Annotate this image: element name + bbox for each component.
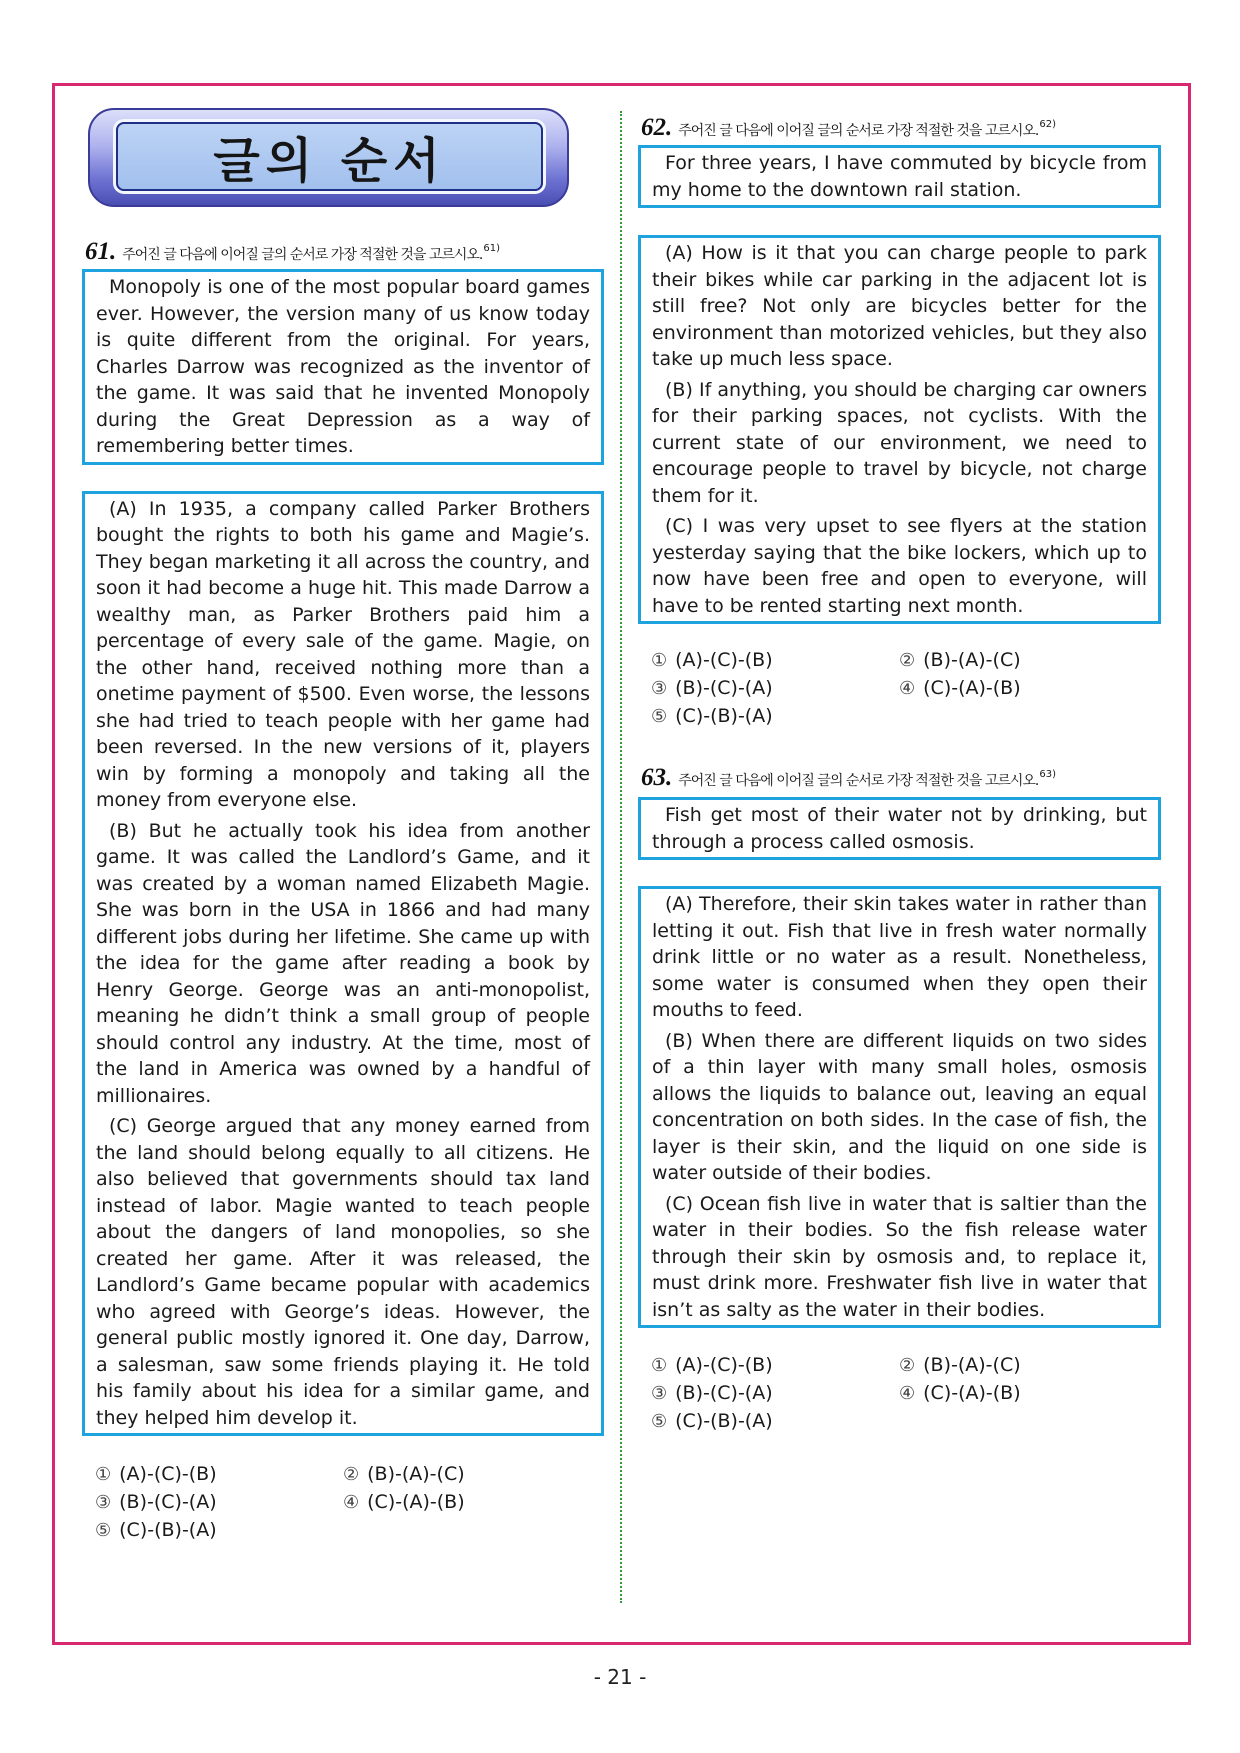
- choice-text: (C)-(A)-(B): [923, 676, 1021, 699]
- choice-marker: ①: [651, 650, 668, 671]
- choice-marker: ⑤: [651, 705, 668, 727]
- choice-marker: ⑤: [95, 1519, 112, 1541]
- ordering-passages-box: [82, 491, 604, 1437]
- choice-text: (B)-(A)-(C): [367, 1463, 465, 1485]
- question-61-header: [82, 238, 604, 266]
- choice-text: (C)-(B)-(A): [675, 704, 773, 727]
- answer-choices: [638, 1352, 1161, 1435]
- question-instruction: 주어진 글 다음에 이어질 글의 순서로 가장 적절한 것을 고르시오.: [122, 247, 483, 263]
- given-passage: Monopoly is one of the most popular board games ever. However, the version many of us know today is quite different from the original. For years, Charles Darrow was recognized as the inventor of the game. It was said that he invented Monopoly during the Great Depression as a way of remembering better times.: [96, 276, 590, 457]
- answer-choices: [82, 1461, 604, 1544]
- paragraph-c: (C) I was very upset to see flyers at the station yesterday saying that the bike lockers, which up to now have been free and open to everyone, will have to be rented starting next month.: [652, 515, 1147, 617]
- paragraph-b: (B) But he actually took his idea from another game. It was called the Landlord’s Game, and it was created by a woman named Elizabeth Magie. She was born in the USA in 1866 and had many different jobs during her lifetime. She came up with the idea for the game after reading a book by Henry George. George was an anti-monopolist, meaning he didn’t think a small group of people should control any industry. At the time, most of the land in America was owned by a handful of millionaires.: [96, 819, 590, 1107]
- choice-marker: ②: [899, 650, 916, 671]
- choice-marker: ①: [651, 1355, 668, 1377]
- choice-2: [899, 647, 1161, 675]
- question-instruction: 주어진 글 다음에 이어질 글의 순서로 가장 적절한 것을 고르시오.: [678, 773, 1039, 790]
- choice-marker: ②: [899, 1355, 916, 1377]
- footnote-ref: 61): [483, 243, 501, 254]
- choice-text: (C)-(A)-(B): [367, 1490, 465, 1513]
- choice-marker: ④: [899, 1383, 916, 1405]
- given-passage-box: [82, 269, 604, 465]
- choice-text: (B)-(C)-(A): [675, 676, 773, 699]
- choice-4: [343, 1489, 604, 1517]
- given-passage-box: [638, 797, 1161, 860]
- choice-text: (A)-(C)-(B): [675, 649, 773, 671]
- choice-4: [899, 675, 1161, 703]
- paragraph-c: (C) Ocean fish live in water that is saltier than the water in their bodies. So the fish release water through their skin by osmosis and, to replace it, must drink more. Freshwater fish live in water that isn’t as salty as the water in their bodies.: [652, 1192, 1147, 1321]
- choice-text: (C)-(A)-(B): [923, 1382, 1021, 1405]
- choice-text: (B)-(A)-(C): [923, 649, 1021, 671]
- footnote-ref: 63): [1039, 769, 1057, 781]
- paragraph-b: (B) When there are different liquids on two sides of a thin layer with many small holes, osmosis allows the liquids to balance out, leaving an equal concentration on both sides. In the case of fish, the layer is their skin, and the liquid on one side is water outside of their bodies.: [652, 1029, 1147, 1185]
- choice-2: [899, 1352, 1161, 1380]
- answer-choices: [638, 647, 1161, 730]
- question-number: 62.: [641, 114, 673, 141]
- section-title: 글의 순서: [213, 133, 446, 189]
- choice-marker: ③: [651, 677, 668, 699]
- paragraph-a: (A) In 1935, a company called Parker Brothers bought the rights to both his game and Magie’s. They began marketing it all across the country, and soon it had become a huge hit. This made Darrow a wealthy man, as Parker Brothers paid him a percentage of every sale of the game. Magie, on the other hand, received nothing more than a onetime payment of $500. Even worse, the lessons she had tried to teach people with her game had been reversed. In the new versions of it, players win by forming a monopoly and taking all the money from everyone else.: [96, 497, 590, 811]
- choice-3: [95, 1489, 343, 1517]
- question-number: 61.: [85, 238, 117, 265]
- paragraph-b: (B) If anything, you should be charging car owners for their parking spaces, not cyclists. With the current state of our environment, we need to encourage people to travel by bicycle, not charge them for it.: [652, 378, 1147, 507]
- choice-3: [651, 1380, 899, 1408]
- question-number: 63.: [641, 764, 673, 792]
- given-passage: Fish get most of their water not by drinking, but through a process called osmosis.: [652, 804, 1147, 853]
- choice-text: (A)-(C)-(B): [119, 1463, 217, 1485]
- given-passage-box: [638, 145, 1161, 208]
- paragraph-c: (C) George argued that any money earned from the land should belong equally to all citizens. He also believed that governments should tax land instead of labor. Magie wanted to teach people about the dangers of land monopolies, so she created her game. After it was released, the Landlord’s Game became popular with academics who agreed with George’s ideas. However, the general public mostly ignored it. One day, Darrow, a salesman, saw some friends playing it. He told his family about his idea for a similar game, and they helped him develop it.: [96, 1115, 590, 1429]
- choice-text: (C)-(B)-(A): [675, 1409, 773, 1432]
- choice-text: (C)-(B)-(A): [119, 1518, 217, 1541]
- choice-1: [651, 647, 899, 675]
- choice-marker: ③: [95, 1491, 112, 1513]
- choice-marker: ④: [343, 1491, 360, 1513]
- choice-marker: ④: [899, 677, 916, 699]
- choice-1: [651, 1352, 899, 1380]
- choice-5: [651, 1408, 899, 1436]
- right-column: [638, 114, 1161, 1436]
- choice-marker: ⑤: [651, 1410, 668, 1432]
- choice-text: (B)-(A)-(C): [923, 1354, 1021, 1377]
- given-passage: For three years, I have commuted by bicycle from my home to the downtown rail station.: [652, 152, 1147, 201]
- paragraph-a: (A) How is it that you can charge people to park their bikes while car parking in the adjacent lot is still free? Not only are bicycles better for the environment than motorized vehicles, but they also take up much less space.: [652, 242, 1147, 370]
- choice-2: [343, 1461, 604, 1489]
- question-63-header: [638, 764, 1161, 792]
- choice-5: [651, 703, 899, 731]
- paragraph-a: (A) Therefore, their skin takes water in rather than letting it out. Fish that live in fresh water normally drink little or no water as a result. Nonetheless, some water is consumed when they open their mouths to feed.: [652, 893, 1147, 1022]
- question-62-header: [638, 114, 1161, 142]
- choice-marker: ①: [95, 1464, 112, 1485]
- section-title-banner: [88, 108, 569, 207]
- ordering-passages-box: [638, 235, 1161, 624]
- choice-1: [95, 1461, 343, 1489]
- section-title-frame: [116, 122, 543, 191]
- choice-text: (B)-(C)-(A): [119, 1490, 217, 1513]
- choice-3: [651, 675, 899, 703]
- choice-marker: ③: [651, 1383, 668, 1405]
- column-divider: [620, 111, 622, 1603]
- choice-text: (B)-(C)-(A): [675, 1382, 773, 1405]
- choice-marker: ②: [343, 1464, 360, 1485]
- footnote-ref: 62): [1039, 119, 1057, 130]
- question-instruction: 주어진 글 다음에 이어질 글의 순서로 가장 적절한 것을 고르시오.: [678, 123, 1039, 139]
- ordering-passages-box: [638, 886, 1161, 1328]
- choice-text: (A)-(C)-(B): [675, 1354, 773, 1377]
- left-column: [82, 108, 604, 1544]
- page-number: - 21 -: [593, 1665, 647, 1689]
- choice-5: [95, 1517, 343, 1545]
- choice-4: [899, 1380, 1161, 1408]
